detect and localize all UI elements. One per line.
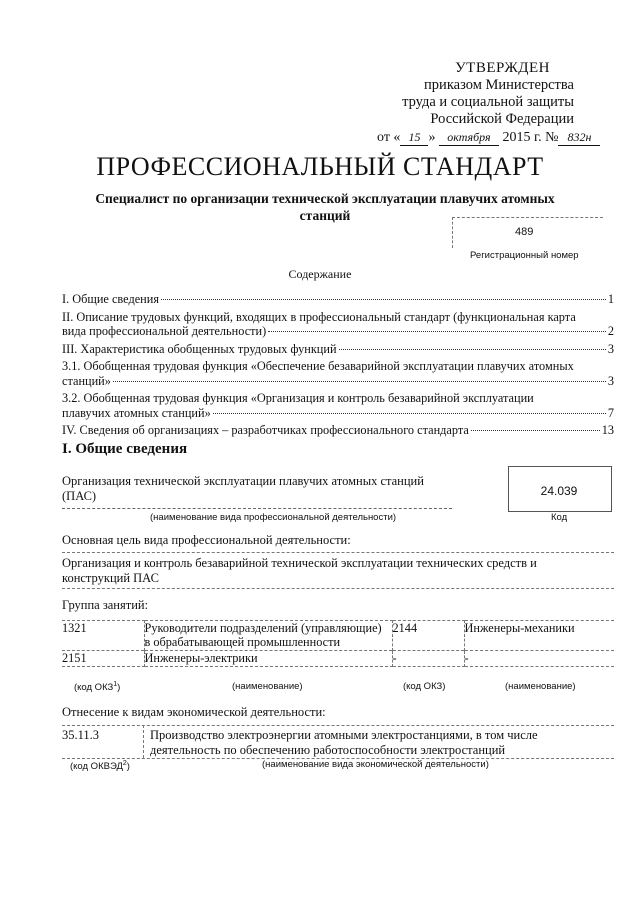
okz-name: - [464,651,614,667]
contents-list [62,292,614,441]
group-label: Группа занятий: [62,598,149,612]
date-month: октября [439,130,499,146]
divider [143,725,144,758]
approval-line: приказом Министерства [424,77,574,93]
contents-item[interactable] [62,342,614,357]
registration-number: 489 [515,226,534,238]
goal-text: Организация и контроль безаварийной технической эксплуатации технических средств и конструкций ПАС [62,556,537,585]
contents-item-text: II. Описание трудовых функций, входящих в профессиональный стандарт (функциональная карта [62,309,576,324]
code-caption: Код [551,512,568,523]
contents-heading: Содержание [288,267,352,281]
contents-item-text: IV. Сведения об организациях – разработчиках профессионального стандарта [62,423,469,437]
section-heading: I. Общие сведения [62,441,188,457]
table-row [62,651,614,667]
caption-name: (наименование) [232,681,303,692]
okved-code: 35.11.3 [62,728,100,742]
activity-code: 24.039 [540,484,578,498]
caption-name: (наименование) [505,681,576,692]
contents-item-text: плавучих атомных станций» [62,405,211,420]
okz-code: - [392,651,464,667]
contents-item-text: 3.2. Обобщенная трудовая функция «Организация и контроль безаварийной эксплуатации [62,391,534,405]
order-number: 832н [558,130,600,146]
contents-item[interactable] [62,391,614,420]
contents-item-page: 13 [601,423,614,437]
divider [62,508,452,509]
contents-item[interactable] [62,423,614,438]
okz-code: 2144 [392,621,464,651]
date-sep: » [428,130,436,145]
contents-item[interactable] [62,292,614,307]
contents-item-page: 2 [607,324,614,338]
contents-item-text: I. Общие сведения [62,292,159,306]
contents-item-page: 1 [607,292,614,306]
page-title: ПРОФЕССИОНАЛЬНЫЙ СТАНДАРТ [96,152,544,181]
okz-code: 1321 [62,621,144,651]
okz-name: Руководители подразделений (управляющие) в обрабатывающей промышленности [144,621,392,651]
date-year: 2015 г. № [502,130,559,145]
divider [62,725,614,726]
table-row [62,621,614,651]
okved-text: Производство электроэнергии атомными электростанциями, в том числе деятельность по обеспечению работоспособности электростанций [150,728,538,757]
caption-sup: 1 [113,681,118,688]
caption-okz-code [74,681,120,693]
contents-item-page: 7 [607,405,614,420]
page-subtitle: Специалист по организации технической эксплуатации плавучих атомных станций [95,191,555,223]
occupation-group-table [62,620,614,667]
contents-item-text: вида профессиональной деятельности) [62,324,267,338]
okz-code: 2151 [62,651,144,667]
date-prefix: от « [377,130,401,145]
caption-text: ) [126,761,130,773]
registration-label: Регистрационный номер [470,250,579,261]
caption-okved-name: (наименование вида экономической деятельности) [262,759,489,770]
caption-sup: 2 [122,760,127,767]
caption-text: ) [117,682,121,694]
contents-item-page: 3 [607,341,614,356]
contents-item-text: станций» [62,373,111,388]
approval-date [377,130,600,146]
contents-item-page: 3 [607,373,614,388]
activity-name: Организация технической эксплуатации плавучих атомных станций (ПАС) [62,474,424,503]
caption-okved-code [70,760,130,772]
contents-item[interactable] [62,310,614,339]
approval-line: труда и социальной защиты [402,94,574,110]
activity-caption: (наименование вида профессиональной деятельности) [150,512,397,523]
okz-name: Инженеры-механики [464,621,614,651]
contents-item-text: 3.1. Обобщенная трудовая функция «Обеспечение безаварийной эксплуатации плавучих атомных [62,359,574,373]
okz-name: Инженеры-электрики [144,651,392,667]
contents-item[interactable] [62,359,614,388]
approval-heading: УТВЕРЖДЕН [455,60,550,76]
caption-okz-code: (код ОКЗ) [403,681,446,692]
okved-label: Отнесение к видам экономической деятельности: [62,705,326,719]
date-day: 15 [400,130,428,146]
contents-item-text: III. Характеристика обобщенных трудовых функций [62,341,337,356]
approval-line: Российской Федерации [430,111,574,127]
caption-text: (код ОКЗ [74,682,114,694]
caption-text: (код ОКВЭД [70,761,123,773]
goal-label: Основная цель вида профессиональной деятельности: [62,533,351,547]
approval-block [354,60,574,128]
